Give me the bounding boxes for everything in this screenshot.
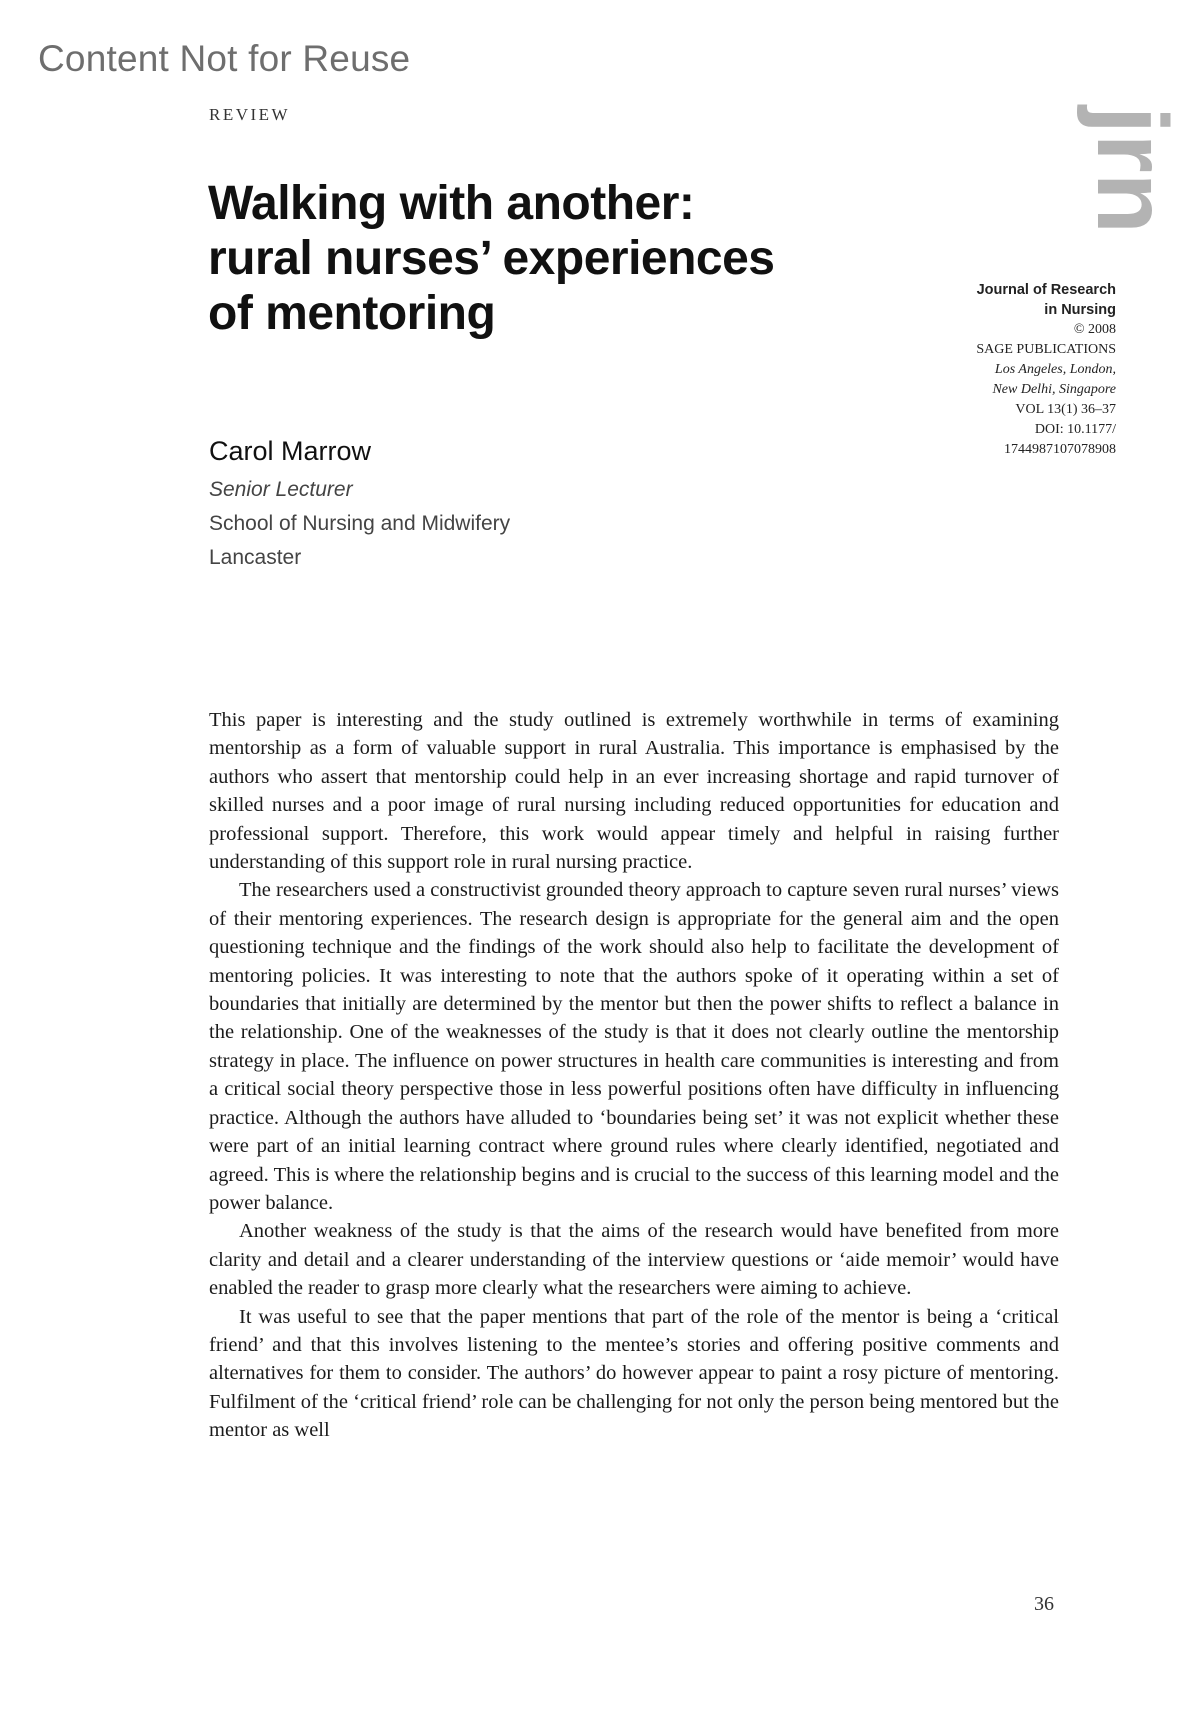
title-line: Walking with another:	[208, 177, 695, 230]
journal-logo	[1018, 104, 1188, 264]
watermark-text: Content Not for Reuse	[38, 38, 411, 79]
page-number: 36	[1034, 1593, 1054, 1615]
copyright: © 2008	[1073, 322, 1116, 337]
volume-info: VOL 13(1) 36–37	[1015, 402, 1116, 417]
article-title	[208, 176, 868, 341]
article-body	[209, 706, 1059, 1445]
doi: 1744987107078908	[1004, 442, 1116, 457]
title-line: rural nurses’ experiences	[208, 232, 775, 285]
paragraph: This paper is interesting and the study outlined is extremely worthwhile in terms of examining mentorship as a form of valuable support in rural Australia. This importance is emphasised by the authors who assert that mentorship could help in an ever increasing shortage and rapid turnover of skilled nurses and a poor image of rural nursing including reduced opportunities for education and professional support. Therefore, this work would appear timely and helpful in raising further understanding of this support role in rural nursing practice.	[209, 709, 1059, 874]
author-block	[209, 436, 510, 575]
logo-text: jrn	[1076, 106, 1188, 234]
doi: DOI: 10.1177/	[1034, 422, 1116, 437]
journal-name: in Nursing	[1044, 302, 1116, 318]
section-label: REVIEW	[209, 105, 291, 124]
paragraph: It was useful to see that the paper mentions that part of the role of the mentor is being a ‘critical friend’ and that this involves listening to the mentee’s stories and offering positive comments and alternatives for them to consider. The authors’ do however appear to paint a rosy picture of mentoring. Fulfilment of the ‘critical friend’ role can be challenging for not only the person being mentored but the mentor as well	[209, 1305, 1059, 1442]
author-role: Senior Lecturer	[209, 478, 353, 501]
paragraph: Another weakness of the study is that the aims of the research would have benefited from more clarity and detail and a clearer understanding of the interview questions or ‘aide memoir’ would have enabled the reader to grasp more clearly what the researchers were aiming to achieve.	[209, 1220, 1059, 1300]
publisher-locations: New Delhi, Singapore	[992, 382, 1116, 397]
publisher: SAGE PUBLICATIONS	[976, 342, 1116, 357]
author-location: Lancaster	[209, 546, 302, 569]
publisher-locations: Los Angeles, London,	[994, 362, 1116, 377]
paragraph: The researchers used a constructivist grounded theory approach to capture seven rural nurses’ views of their mentoring experiences. The research design is appropriate for the general aim and the open questioning technique and the findings of the work should also help to facilitate the development of mentoring policies. It was interesting to note that the authors spoke of it operating within a set of boundaries that initially are determined by the mentor but then the power shifts to reflect a balance in the relationship. One of the weaknesses of the study is that it does not clearly outline the mentorship strategy in place. The influence on power structures in health care communities is interesting and from a critical social theory perspective those in less powerful positions often have difficulty in influencing practice. Although the authors have alluded to ‘boundaries being set’ it was not explicit whether these were part of an initial learning contract where ground rules where clearly identified, negotiated and agreed. This is where the relationship begins and is crucial to the success of this learning model and the power balance.	[209, 879, 1059, 1214]
journal-info	[856, 280, 1116, 460]
author-department: School of Nursing and Midwifery	[209, 512, 511, 535]
author-name: Carol Marrow	[209, 436, 372, 466]
title-line: of mentoring	[208, 287, 496, 340]
journal-name: Journal of Research	[976, 282, 1116, 298]
